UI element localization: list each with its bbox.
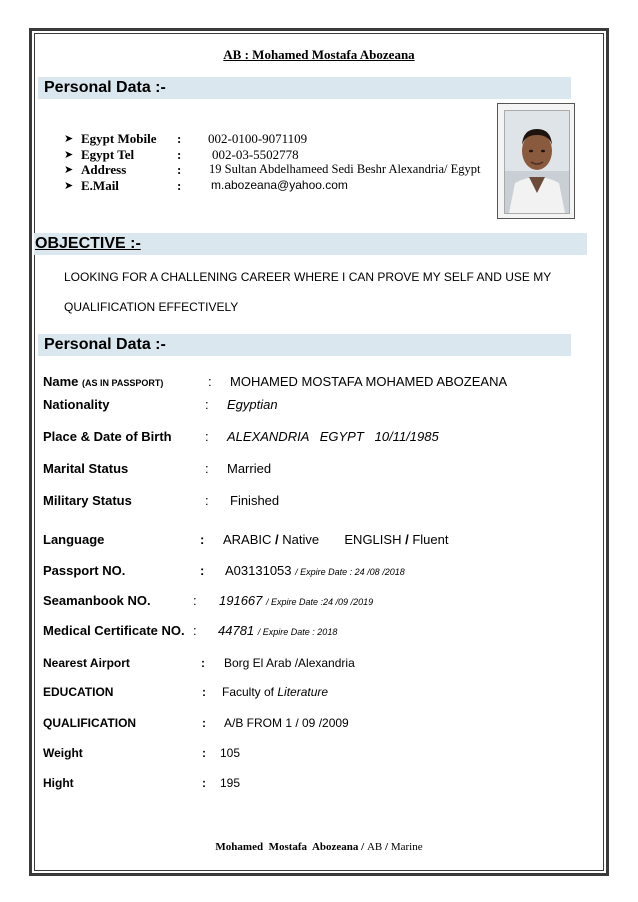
field-colon: : [202, 776, 206, 790]
arrow-bullet-icon: ➤ [64, 149, 74, 161]
contact-row-address [64, 162, 504, 179]
field-colon: : [201, 656, 205, 670]
contact-colon: : [177, 162, 182, 177]
field-value: Faculty of [222, 685, 275, 699]
field-colon: : [200, 532, 205, 547]
field-value: ALEXANDRIA EGYPT 10/11/1985 [227, 429, 439, 444]
field-military-status [43, 493, 583, 511]
field-name [43, 374, 583, 392]
field-qualification [43, 716, 583, 734]
field-label: Weight [43, 746, 83, 760]
profile-photo-image [504, 110, 570, 214]
footer-name: Mohamed Mostafa Abozeana [215, 841, 359, 853]
separator: / [405, 532, 409, 547]
field-value: A/B FROM 1 / 09 /2009 [224, 716, 349, 730]
separator: / [385, 841, 389, 853]
field-value: 195 [220, 776, 241, 790]
field-value: Egyptian [227, 397, 278, 412]
arrow-bullet-icon: ➤ [64, 133, 74, 145]
field-education [43, 685, 583, 703]
field-colon: : [205, 493, 209, 508]
field-label: EDUCATION [43, 685, 114, 699]
contact-label: Address [81, 162, 127, 177]
field-seamanbook [43, 593, 583, 611]
field-value: 191667 [219, 593, 263, 608]
field-colon: : [202, 716, 206, 730]
field-value: MOHAMED MOSTAFA MOHAMED ABOZEANA [230, 374, 508, 389]
field-label: Place & Date of Birth [43, 429, 172, 444]
contact-value: 002-0100-9071109 [208, 131, 308, 146]
section-band-personal-data [38, 334, 571, 356]
field-expiry-note: / Expire Date : 24 /08 /2018 [295, 567, 405, 577]
field-birth [43, 429, 583, 447]
field-nationality [43, 397, 583, 415]
language-arabic: ARABIC [223, 532, 272, 547]
section-title: Personal Data :- [44, 336, 166, 353]
field-colon: : [205, 461, 209, 476]
field-expiry-note: / Expire Date :24 /09 /2019 [266, 597, 374, 607]
field-value: Borg El Arab /Alexandria [224, 656, 355, 670]
footer-rank: AB [366, 841, 383, 853]
field-label: Military Status [43, 493, 132, 508]
field-label: Hight [43, 776, 74, 790]
field-colon: : [200, 563, 205, 578]
field-colon: : [208, 374, 212, 389]
field-label: Passport NO. [43, 563, 126, 578]
contact-label: E.Mail [81, 178, 119, 193]
contact-value: 19 Sultan Abdelhameed Sedi Beshr Alexandria/ Egypt [209, 162, 481, 176]
language-english: ENGLISH [344, 532, 402, 547]
language-english-level: Fluent [412, 532, 449, 547]
field-colon: : [193, 593, 197, 608]
document-footer [0, 841, 638, 853]
field-label: QUALIFICATION [43, 716, 137, 730]
field-label: Marital Status [43, 461, 129, 476]
contact-value: 002-03-5502778 [212, 147, 299, 162]
field-colon: : [205, 397, 209, 412]
profile-photo [497, 103, 575, 219]
objective-text-line-1: LOOKING FOR A CHALLENING CAREER WHERE I CAN PROVE MY SELF AND USE MY [64, 270, 552, 284]
field-label: Name [43, 374, 79, 389]
field-nearest-airport [43, 656, 583, 674]
person-portrait-icon [505, 111, 569, 213]
contact-row-mobile [64, 131, 504, 148]
section-band-objective [34, 233, 587, 255]
contact-label: Egypt Tel [81, 147, 135, 162]
field-marital-status [43, 461, 583, 479]
field-colon: : [202, 685, 206, 699]
arrow-bullet-icon: ➤ [64, 164, 74, 176]
section-title: Personal Data :- [44, 79, 166, 96]
field-label: Language [43, 532, 105, 547]
contact-label: Egypt Mobile [81, 131, 157, 146]
field-label: Medical Certificate NO. [43, 623, 185, 638]
field-label: Nearest Airport [43, 656, 130, 670]
field-value: 44781 [218, 623, 255, 638]
field-label-note: (AS IN PASSPORT) [82, 378, 164, 388]
contact-colon: : [177, 131, 182, 146]
contact-value: m.abozeana@yahoo.com [211, 178, 348, 192]
field-medical-certificate [43, 623, 583, 641]
field-value: A03131053 [225, 563, 292, 578]
field-value: Finished [230, 493, 280, 508]
field-colon: : [205, 429, 209, 444]
arrow-bullet-icon: ➤ [64, 180, 74, 192]
field-colon: : [193, 623, 197, 638]
section-title: OBJECTIVE :- [35, 235, 141, 252]
field-label: Seamanbook NO. [43, 593, 151, 608]
document-header-title: AB : Mohamed Mostafa Abozeana [223, 47, 415, 62]
field-value-italic: Literature [277, 685, 329, 699]
footer-field: Marine [390, 841, 423, 853]
separator: / [361, 841, 365, 853]
field-language [43, 532, 583, 550]
language-arabic-level: Native [282, 532, 320, 547]
contact-colon: : [177, 178, 182, 193]
field-passport [43, 563, 583, 581]
field-value: Married [227, 461, 272, 476]
contact-colon: : [177, 147, 182, 162]
field-expiry-note: / Expire Date : 2018 [257, 627, 338, 637]
separator: / [275, 532, 279, 547]
field-colon: : [202, 746, 206, 760]
field-weight [43, 746, 583, 764]
section-band-personal-data [38, 77, 571, 99]
objective-text-line-2: QUALIFICATION EFFECTIVELY [64, 300, 239, 314]
contact-row-email [64, 178, 504, 195]
field-height [43, 776, 583, 794]
field-value: 105 [220, 746, 241, 760]
field-label: Nationality [43, 397, 110, 412]
